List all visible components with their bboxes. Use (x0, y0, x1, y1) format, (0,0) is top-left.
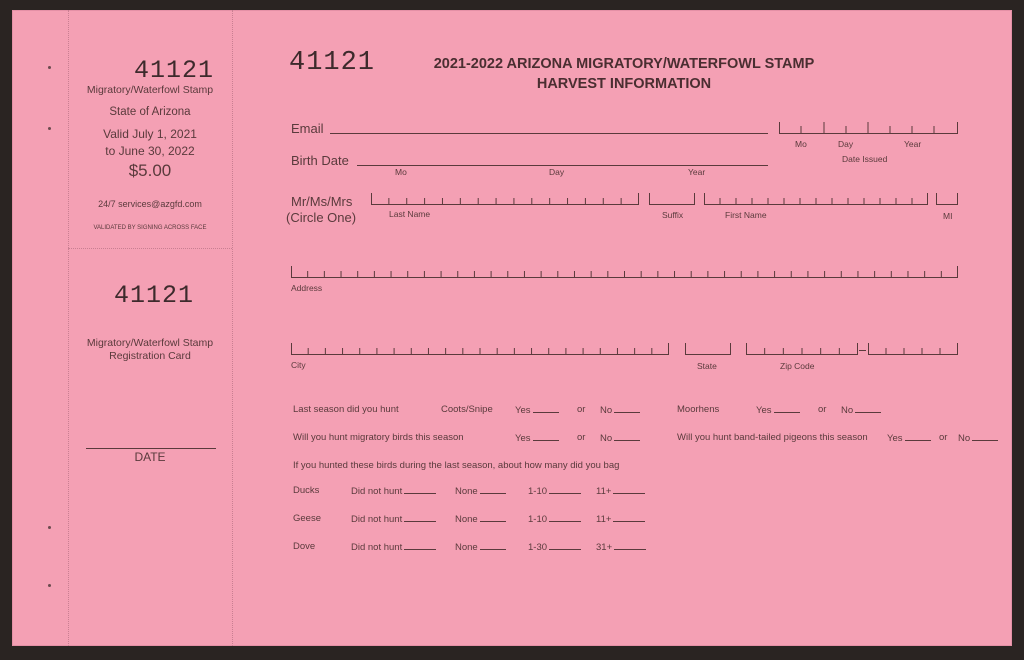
suffix-label: Suffix (662, 210, 684, 220)
range-high-option[interactable]: 11+ (596, 485, 645, 497)
date-issued-field[interactable] (779, 122, 958, 134)
range-high-option[interactable]: 31+ (596, 541, 646, 553)
stub-stamp-name: Migratory/Waterfowl Stamp (86, 84, 214, 96)
birth-year-label: Year (688, 167, 706, 177)
birth-date-label: Birth Date (291, 153, 349, 168)
date-signature-line[interactable] (86, 448, 216, 449)
first-name-field[interactable] (704, 193, 928, 205)
none-option[interactable]: None (455, 485, 506, 497)
form-title: 2021-2022 ARIZONA MIGRATORY/WATERFOWL STAMP (433, 56, 815, 72)
issued-day-label: Day (838, 139, 854, 149)
binding-hole (48, 584, 51, 587)
did-not-hunt-option[interactable]: Did not hunt (351, 485, 436, 497)
bird-label: Geese (293, 513, 321, 524)
moorhens-yes[interactable]: Yes (756, 404, 800, 416)
address-field[interactable] (291, 266, 958, 278)
registration-stamp-name: Migratory/Waterfowl Stamp (86, 337, 214, 349)
bag-row (293, 485, 612, 497)
mi-label: MI (943, 211, 953, 221)
registration-card-label: Registration Card (109, 350, 191, 362)
coots-no[interactable]: No (600, 404, 640, 416)
registration-stamp-number: 41121 (114, 281, 195, 310)
perforation-right (232, 10, 233, 646)
bird-label: Ducks (293, 485, 320, 496)
range-high-option[interactable]: 11+ (596, 513, 645, 525)
stub-validated-note: VALIDATED BY SIGNING ACROSS FACE (93, 225, 207, 231)
none-option[interactable]: None (455, 541, 506, 553)
question-migratory (293, 432, 971, 444)
question-last-season (293, 404, 854, 416)
form-subtitle: HARVEST INFORMATION (536, 76, 712, 92)
title-label: Mr/Ms/Mrs (291, 194, 353, 209)
stub-stamp-number: 41121 (134, 56, 215, 85)
migratory-no[interactable]: No (600, 432, 640, 444)
binding-hole (48, 66, 51, 69)
date-label: DATE (134, 450, 166, 464)
stub-valid-to: to June 30, 2022 (105, 144, 195, 158)
state-field[interactable] (685, 343, 731, 355)
email-label: Email (291, 121, 324, 136)
binding-hole (48, 127, 51, 130)
stub-state: State of Arizona (109, 106, 191, 118)
question-last-season-text: Last season did you hunt (293, 404, 399, 415)
did-not-hunt-option[interactable]: Did not hunt (351, 541, 436, 553)
stub-price: $5.00 (128, 161, 172, 180)
middle-initial-field[interactable] (936, 193, 958, 205)
or-label: or (818, 404, 827, 415)
last-name-field[interactable] (371, 193, 639, 205)
stub-valid-from: Valid July 1, 2021 (103, 127, 197, 141)
range-low-option[interactable]: 1-30 (528, 541, 581, 553)
coots-yes[interactable]: Yes (515, 404, 559, 416)
state-label: State (697, 361, 717, 371)
circle-one-label: (Circle One) (286, 210, 357, 225)
last-name-label: Last Name (389, 209, 431, 219)
city-label: City (291, 360, 306, 370)
issued-mo-label: Mo (795, 139, 807, 149)
issued-year-label: Year (904, 139, 922, 149)
perforation-stub (68, 248, 232, 249)
coots-snipe-label: Coots/Snipe (441, 404, 493, 415)
email-field[interactable] (330, 133, 768, 134)
none-option[interactable]: None (455, 513, 506, 525)
zip-field[interactable] (746, 343, 858, 355)
or-label: or (577, 432, 586, 443)
zip-dash (859, 350, 866, 351)
question-bag-count: If you hunted these birds during the last season, about how many did you bag (293, 460, 620, 471)
or-label: or (939, 432, 948, 443)
birth-mo-label: Mo (395, 167, 407, 177)
zip-label: Zip Code (780, 361, 815, 371)
bird-label: Dove (293, 541, 316, 552)
bag-row (293, 513, 612, 525)
or-label: or (577, 404, 586, 415)
moorhens-no[interactable]: No (841, 404, 881, 416)
moorhens-label: Moorhens (677, 404, 720, 415)
question-migratory-text: Will you hunt migratory birds this season (293, 432, 464, 443)
question-pigeons-text: Will you hunt band-tailed pigeons this season (677, 432, 868, 443)
did-not-hunt-option[interactable]: Did not hunt (351, 513, 436, 525)
date-issued-ticks (780, 122, 957, 133)
pigeons-yes[interactable]: Yes (887, 432, 931, 444)
suffix-field[interactable] (649, 193, 695, 205)
address-label: Address (291, 283, 323, 293)
migratory-yes[interactable]: Yes (515, 432, 559, 444)
binding-hole (48, 526, 51, 529)
first-name-label: First Name (725, 210, 767, 220)
birth-day-label: Day (549, 167, 565, 177)
date-issued-label: Date Issued (842, 154, 888, 164)
zip-extension-field[interactable] (868, 343, 958, 355)
range-low-option[interactable]: 1-10 (528, 485, 581, 497)
stamp-number: 41121 (289, 48, 376, 78)
waterfowl-stamp-card (12, 10, 1012, 646)
pigeons-no[interactable]: No (958, 432, 998, 444)
range-low-option[interactable]: 1-10 (528, 513, 581, 525)
bag-row (293, 541, 613, 553)
stub-contact: 24/7 services@azgfd.com (98, 199, 202, 209)
birth-date-field[interactable] (357, 165, 768, 166)
city-field[interactable] (291, 343, 669, 355)
